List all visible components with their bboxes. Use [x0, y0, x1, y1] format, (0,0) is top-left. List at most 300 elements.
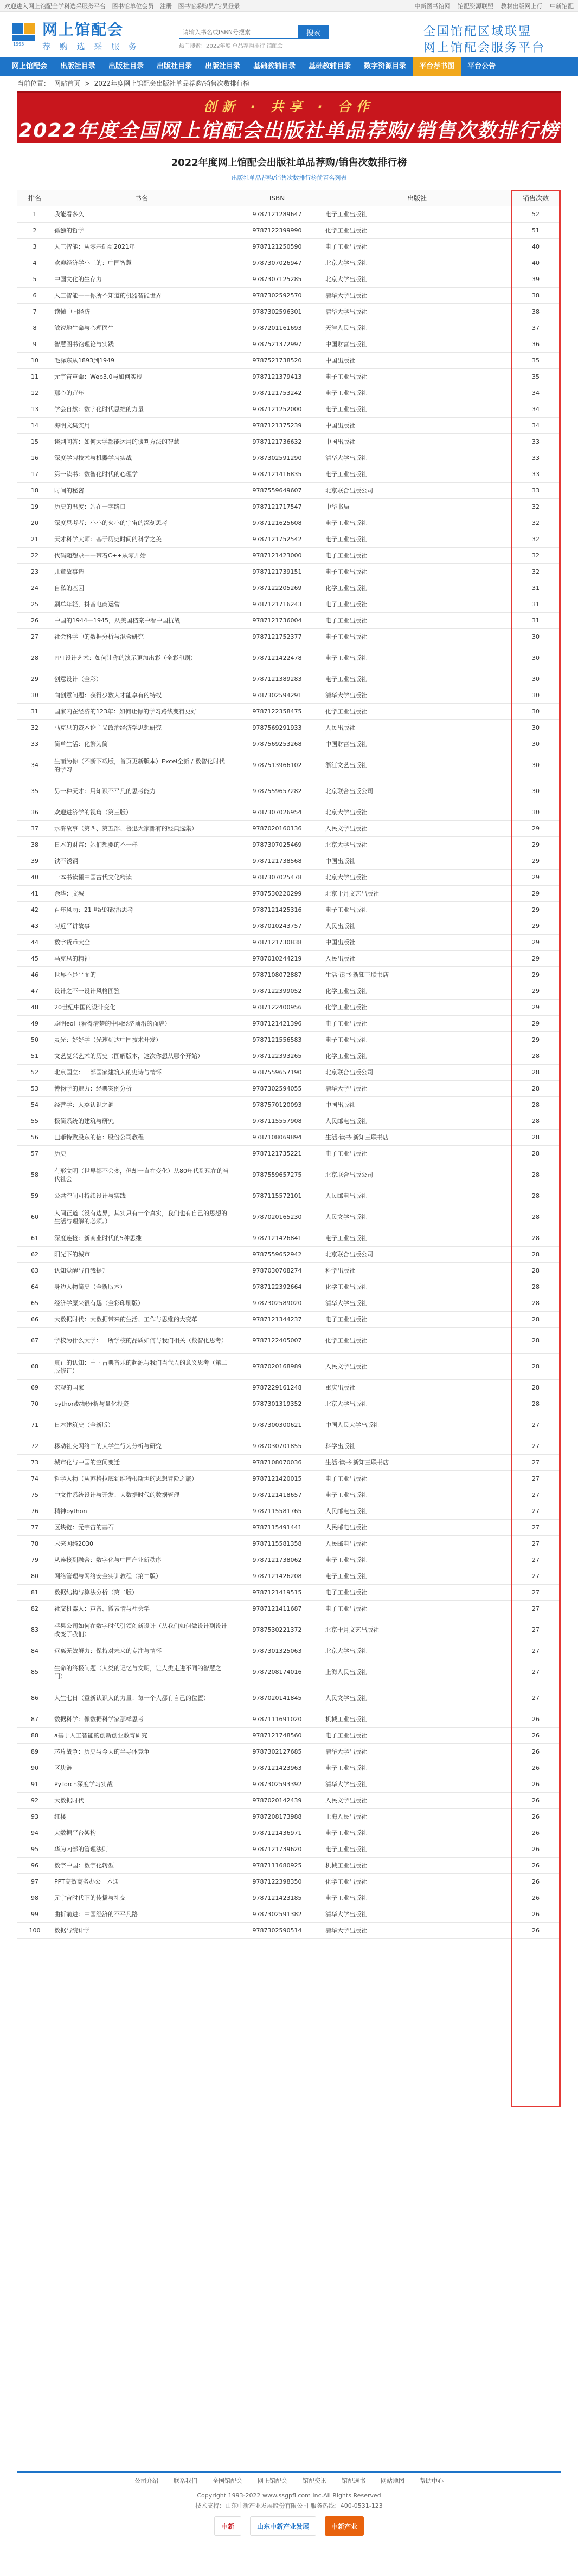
book-title-cell[interactable]: 区块链	[52, 1760, 231, 1776]
isbn-cell: 9787121411687	[231, 1601, 323, 1617]
table-row	[17, 1825, 561, 1841]
table-row	[17, 1503, 561, 1520]
book-title-cell[interactable]: 经营学：人类认识之谜	[52, 1097, 231, 1113]
isbn-cell: 9787559652942	[231, 1247, 323, 1263]
footer-badges	[0, 2516, 578, 2536]
table-row	[17, 720, 561, 736]
isbn-cell: 9787121379413	[231, 369, 323, 385]
book-title-cell[interactable]: 精神python	[52, 1503, 231, 1520]
book-title-cell[interactable]: 敏锐地生命与心理医生	[52, 320, 231, 336]
rank-cell: 29	[17, 671, 52, 687]
publisher-cell: 电子工业出版社	[323, 671, 511, 687]
top-link[interactable]: 中新馆配	[550, 2, 574, 10]
table-row	[17, 1728, 561, 1744]
book-title-cell[interactable]: 马克思的资本论主义政治经济学思想研究	[52, 720, 231, 736]
book-title-cell[interactable]: 元宇宙时代下的传播与社交	[52, 1890, 231, 1906]
isbn-cell: 9787108070036	[231, 1455, 323, 1471]
publisher-cell: 电子工业出版社	[323, 1585, 511, 1601]
isbn-cell: 9787302594055	[231, 1081, 323, 1097]
breadcrumb-home-link[interactable]: 网站首页	[54, 80, 80, 87]
publisher-cell: 清华大学出版社	[323, 288, 511, 304]
book-title-cell[interactable]: 中国文化的生存力	[52, 271, 231, 288]
sales-count-cell: 27	[511, 1487, 561, 1503]
footer-link[interactable]: 帮助中心	[420, 2477, 444, 2484]
sales-count-cell: 26	[511, 1793, 561, 1809]
book-title-cell[interactable]: 另一种天才：用知识不平凡的思考能力	[52, 778, 231, 804]
book-title-cell[interactable]: 身边人物简史（全新版本）	[52, 1279, 231, 1295]
copyright-text: Copyright 1993-2022 www.ssgpfl.com Inc.All Rights Reserved	[197, 2492, 381, 2499]
publisher-cell: 电子工业出版社	[323, 1471, 511, 1487]
book-title-cell[interactable]: 城市化与中国的空间变迁	[52, 1455, 231, 1471]
rank-cell: 27	[17, 629, 52, 645]
book-title-cell[interactable]: 深度学习技术与机器学习实战	[52, 450, 231, 466]
book-title-cell[interactable]: 从连接到融合：数字化与中国产业新秩序	[52, 1552, 231, 1568]
table-row	[17, 1890, 561, 1906]
publisher-cell: 电子工业出版社	[323, 629, 511, 645]
table-row	[17, 336, 561, 353]
nav-item-active[interactable]: 平台荐书图	[413, 57, 461, 76]
footer-link[interactable]: 网站地图	[381, 2477, 404, 2484]
book-title-cell[interactable]: PPT高效商务办公一本通	[52, 1874, 231, 1890]
table-row	[17, 1585, 561, 1601]
book-title-cell[interactable]: 毛泽东从1893到1949	[52, 353, 231, 369]
sales-count-cell: 26	[511, 1776, 561, 1793]
search-button[interactable]: 搜索	[298, 25, 329, 39]
staff-login-link[interactable]: 图书馆采购员/馆员登录	[178, 2, 240, 10]
book-title-cell[interactable]: 公共空间可持续设计与实践	[52, 1188, 231, 1204]
book-title-cell[interactable]: 历史的温度：站在十字路口	[52, 499, 231, 515]
publisher-cell: 重庆出版社	[323, 1380, 511, 1396]
publisher-cell: 电子工业出版社	[323, 385, 511, 401]
book-title-cell[interactable]: 日本的财富：她们想要的不一样	[52, 837, 231, 853]
sales-count-cell: 27	[511, 1455, 561, 1471]
book-title-cell[interactable]: 我能看多久	[52, 206, 231, 223]
sales-count-cell: 40	[511, 255, 561, 271]
book-title-cell[interactable]: 数据科学：像数据科学家那样思考	[52, 1711, 231, 1728]
book-title-cell[interactable]: 华为内部的管理法则	[52, 1841, 231, 1858]
col-header-publisher: 出版社	[323, 190, 511, 206]
book-title-cell[interactable]: 生命的终极问题（人类的记忆与文明，让人类走进不同的智慧之门）	[52, 1659, 231, 1685]
sales-count-cell: 27	[511, 1412, 561, 1438]
publisher-cell: 人民邮电出版社	[323, 1520, 511, 1536]
sales-count-cell: 27	[511, 1552, 561, 1568]
book-title-cell[interactable]: 天才科学大师：基于历史时间的科学之美	[52, 531, 231, 548]
rank-cell: 19	[17, 499, 52, 515]
publisher-cell: 化学工业出版社	[323, 704, 511, 720]
book-title-cell[interactable]: 区块链：元宇宙的基石	[52, 1520, 231, 1536]
nav-item[interactable]: 基础教辅目录	[309, 62, 351, 70]
rank-cell: 20	[17, 515, 52, 531]
book-title-cell[interactable]: 大数据时代	[52, 1793, 231, 1809]
book-title-cell[interactable]: 孤独的哲学	[52, 223, 231, 239]
book-title-cell[interactable]: 未来网络2030	[52, 1536, 231, 1552]
book-title-cell[interactable]: 欢迎进济学的视角（第三版）	[52, 804, 231, 821]
isbn-cell: 9787201161693	[231, 320, 323, 336]
publisher-cell: 人民文学出版社	[323, 1685, 511, 1711]
isbn-cell: 9787121736632	[231, 434, 323, 450]
rank-cell: 32	[17, 720, 52, 736]
book-title-cell[interactable]: a基于人工智能的创新创业教育研究	[52, 1728, 231, 1744]
book-title-cell[interactable]: 有形文明（世界都不会变，但却一直在变化）从80年代到现在的当代社会	[52, 1162, 231, 1188]
isbn-cell: 9787115557908	[231, 1113, 323, 1130]
book-title-cell[interactable]: 刷单年轻，抖音电商运营	[52, 596, 231, 613]
book-title-cell[interactable]: 数字中国：数字化转型	[52, 1858, 231, 1874]
rank-cell: 51	[17, 1048, 52, 1065]
sales-count-cell: 27	[511, 1520, 561, 1536]
publisher-cell: 北京联合出版公司	[323, 1065, 511, 1081]
isbn-cell: 9787010244219	[231, 951, 323, 967]
book-title-cell[interactable]: 欢迎经济学小工的：中国智慧	[52, 255, 231, 271]
main-nav	[0, 57, 578, 76]
rank-cell: 3	[17, 239, 52, 255]
book-title-cell[interactable]: 文艺复兴艺术的历史（图解版本，这次你想从哪个开始）	[52, 1048, 231, 1065]
ranking-table-body	[17, 206, 561, 1939]
publisher-cell: 生活·读书·新知三联书店	[323, 1130, 511, 1146]
book-title-cell[interactable]: 20世纪中国的设计变化	[52, 1000, 231, 1016]
isbn-cell: 9787122398350	[231, 1874, 323, 1890]
footer-link[interactable]: 网上馆配会	[258, 2477, 287, 2484]
isbn-cell: 9787121625608	[231, 515, 323, 531]
isbn-cell: 9787122399990	[231, 223, 323, 239]
book-title-cell[interactable]: 经济学原来很有趣（全彩印刷版）	[52, 1295, 231, 1312]
book-title-cell[interactable]: 深度连接：新商业时代的5种思维	[52, 1230, 231, 1247]
book-title-cell[interactable]: 数据与统计学	[52, 1923, 231, 1939]
book-title-cell[interactable]: 远离无效努力：保持对未来的专注与情怀	[52, 1643, 231, 1659]
sales-count-cell: 28	[511, 1312, 561, 1328]
sales-count-cell: 29	[511, 902, 561, 918]
top-link[interactable]: 教材出版网上行	[500, 2, 543, 10]
sales-count-cell: 29	[511, 1032, 561, 1048]
book-title-cell[interactable]: python数据分析与量化投资	[52, 1396, 231, 1412]
book-title-cell[interactable]: 苹果公司如何在数字时代引领创新设计（从我们如何做设计到设计改变了我们）	[52, 1617, 231, 1643]
book-title-cell[interactable]: 简单生活：化繁为简	[52, 736, 231, 752]
book-title-cell[interactable]: 日本建筑史（全新版）	[52, 1412, 231, 1438]
book-title-cell[interactable]: 人生七日（重新认识人的力量：每一个人都有自己的位置）	[52, 1685, 231, 1711]
publisher-cell: 科学出版社	[323, 1263, 511, 1279]
sales-count-cell: 29	[511, 886, 561, 902]
publisher-cell: 北京联合出版公司	[323, 778, 511, 804]
table-row	[17, 1601, 561, 1617]
book-title-cell[interactable]: 时间的秘密	[52, 483, 231, 499]
rank-cell: 36	[17, 804, 52, 821]
book-title-cell[interactable]: 中国的1944—1945，从美国档案中看中国抗战	[52, 613, 231, 629]
rank-cell: 50	[17, 1032, 52, 1048]
rank-cell: 96	[17, 1858, 52, 1874]
publisher-cell: 清华大学出版社	[323, 1776, 511, 1793]
book-title-cell[interactable]: 哲学人物（从苏格拉底到维特根斯坦的思想冒险之旅）	[52, 1471, 231, 1487]
book-title-cell[interactable]: 海明文集实用	[52, 418, 231, 434]
footer-badge[interactable]: 中新	[214, 2516, 241, 2536]
rank-cell: 46	[17, 967, 52, 983]
book-title-cell[interactable]: 百年风雨：21世纪的政治思考	[52, 902, 231, 918]
book-title-cell[interactable]: 学校为什么大学：一所学校的品质如何与我们相关（数智化思考）	[52, 1328, 231, 1354]
sales-count-cell: 28	[511, 1295, 561, 1312]
rank-cell: 66	[17, 1312, 52, 1328]
publisher-cell: 北京大学出版社	[323, 271, 511, 288]
table-row	[17, 613, 561, 629]
nav-item[interactable]: 出版社目录	[60, 62, 96, 70]
publisher-cell: 中国出版社	[323, 353, 511, 369]
rank-cell: 89	[17, 1744, 52, 1760]
sales-count-cell: 31	[511, 596, 561, 613]
publisher-cell: 中国财富出版社	[323, 736, 511, 752]
book-title-cell[interactable]: 人工智能——你所不知道的机器智能世界	[52, 288, 231, 304]
search-input[interactable]	[179, 25, 298, 39]
publisher-cell: 天津人民出版社	[323, 320, 511, 336]
isbn-cell: 9787307026954	[231, 804, 323, 821]
table-row	[17, 1263, 561, 1279]
publisher-cell: 电子工业出版社	[323, 645, 511, 671]
book-title-cell[interactable]: 代码随想录——带着C++从零开始	[52, 548, 231, 564]
publisher-cell: 电子工业出版社	[323, 369, 511, 385]
book-title-cell[interactable]: 水浒故事（第四、第五部、鲁迅大家都有的经典选集）	[52, 821, 231, 837]
sales-count-cell: 28	[511, 1146, 561, 1162]
publisher-cell: 北京大学出版社	[323, 1643, 511, 1659]
book-title-cell[interactable]: 余华：文城	[52, 886, 231, 902]
publisher-cell: 上海人民出版社	[323, 1659, 511, 1685]
footer-link[interactable]: 馆配资讯	[303, 2477, 326, 2484]
book-title-cell[interactable]: 儿童故事选	[52, 564, 231, 580]
book-title-cell[interactable]: 极简系统的建筑与研究	[52, 1113, 231, 1130]
isbn-cell: 9787302592570	[231, 288, 323, 304]
col-header-isbn: ISBN	[231, 190, 323, 206]
book-title-cell[interactable]: 历史	[52, 1146, 231, 1162]
rank-cell: 86	[17, 1685, 52, 1711]
book-title-cell[interactable]: 数字货币大全	[52, 935, 231, 951]
table-row	[17, 1204, 561, 1230]
isbn-cell: 9787111691020	[231, 1711, 323, 1728]
isbn-cell: 9787122392664	[231, 1279, 323, 1295]
book-title-cell[interactable]: 移动社交网络中的大学生行为分析与研究	[52, 1438, 231, 1455]
book-title-cell[interactable]: 曲折前进：中国经济的不平凡路	[52, 1906, 231, 1923]
sales-count-cell: 27	[511, 1438, 561, 1455]
isbn-cell: 9787108072887	[231, 967, 323, 983]
book-title-cell[interactable]: 自私的基因	[52, 580, 231, 596]
publisher-cell: 清华大学出版社	[323, 1744, 511, 1760]
publisher-cell: 生活·读书·新知三联书店	[323, 1455, 511, 1471]
book-title-cell[interactable]: 大数据平台架构	[52, 1825, 231, 1841]
book-title-cell[interactable]: 那心的荒年	[52, 385, 231, 401]
table-row	[17, 1354, 561, 1380]
book-title-cell[interactable]: PyTorch深度学习实战	[52, 1776, 231, 1793]
book-title-cell[interactable]: 设计之不一设计风格图鉴	[52, 983, 231, 1000]
rank-cell: 37	[17, 821, 52, 837]
footer-link[interactable]: 全国馆配会	[213, 2477, 242, 2484]
footer-link[interactable]: 公司介绍	[134, 2477, 158, 2484]
table-row	[17, 320, 561, 336]
slogan-line-1: 全国馆配区域联盟	[423, 25, 532, 38]
table-row	[17, 385, 561, 401]
table-row	[17, 837, 561, 853]
footer-badge[interactable]: 山东中新产业发展	[250, 2516, 316, 2536]
rank-cell: 49	[17, 1016, 52, 1032]
isbn-cell: 9787115491441	[231, 1520, 323, 1536]
book-title-cell[interactable]: 宏观的国家	[52, 1380, 231, 1396]
book-title-cell[interactable]: 社会科学中的数据分析与混合研究	[52, 629, 231, 645]
book-title-cell[interactable]: 社交机器人：声音、微表情与社会学	[52, 1601, 231, 1617]
table-row	[17, 1809, 561, 1825]
isbn-cell: 9787020141845	[231, 1685, 323, 1711]
nav-item[interactable]: 数字资源目录	[364, 62, 407, 70]
isbn-cell: 9787569253268	[231, 736, 323, 752]
nav-item[interactable]: 出版社目录	[108, 62, 144, 70]
isbn-cell: 9787121423000	[231, 548, 323, 564]
book-title-cell[interactable]: 巴菲特致股东的信：股份公司教程	[52, 1130, 231, 1146]
book-title-cell[interactable]: 谈判问答：如何大学都能运用的谈判方法的智慧	[52, 434, 231, 450]
book-title-cell[interactable]: 创意设计（全彩）	[52, 671, 231, 687]
book-title-cell[interactable]: 红楼	[52, 1809, 231, 1825]
book-title-cell[interactable]: 北京国立：一部国家建筑人的史诗与情怀	[52, 1065, 231, 1081]
rank-cell: 30	[17, 687, 52, 704]
publisher-cell: 电子工业出版社	[323, 902, 511, 918]
member-login-link[interactable]: 图书馆单位会员	[112, 2, 154, 10]
isbn-cell: 9787121426841	[231, 1230, 323, 1247]
col-header-title: 书名	[52, 190, 231, 206]
rank-cell: 79	[17, 1552, 52, 1568]
publisher-cell: 电子工业出版社	[323, 1841, 511, 1858]
book-title-cell[interactable]: 元宇宙革命：Web3.0与如何实现	[52, 369, 231, 385]
table-row	[17, 1312, 561, 1328]
book-title-cell[interactable]: 大数据时代：大数据带来的生活、工作与思维的大变革	[52, 1312, 231, 1328]
book-title-cell[interactable]: 国家内在经济的123年：如何让你的学习路线变得更好	[52, 704, 231, 720]
publisher-cell: 电子工业出版社	[323, 564, 511, 580]
nav-item[interactable]: 基础教辅目录	[253, 62, 296, 70]
rank-cell: 4	[17, 255, 52, 271]
rank-cell: 41	[17, 886, 52, 902]
sales-count-cell: 39	[511, 271, 561, 288]
sales-count-cell: 35	[511, 353, 561, 369]
isbn-cell: 9787121421396	[231, 1016, 323, 1032]
table-row	[17, 1048, 561, 1065]
book-title-cell[interactable]: 第一读书：数智化时代的心理学	[52, 466, 231, 483]
table-row	[17, 629, 561, 645]
book-title-cell[interactable]: 博物学的魅力：经典案例分析	[52, 1081, 231, 1097]
book-title-cell[interactable]: 一本书读懂中国古代文化精读	[52, 870, 231, 886]
table-row	[17, 515, 561, 531]
sales-count-cell: 28	[511, 1130, 561, 1146]
table-row	[17, 671, 561, 687]
rank-cell: 61	[17, 1230, 52, 1247]
top-link[interactable]: 馆配资源联盟	[458, 2, 493, 10]
isbn-cell: 9787121250590	[231, 239, 323, 255]
sales-count-cell: 30	[511, 629, 561, 645]
book-title-cell[interactable]: 人工智能：从零基础到2021年	[52, 239, 231, 255]
book-title-cell[interactable]: 灵光：好好学（光速到达中国技术开发）	[52, 1032, 231, 1048]
sales-count-cell: 28	[511, 1188, 561, 1204]
breadcrumb	[0, 76, 578, 91]
sales-count-cell: 52	[511, 206, 561, 223]
publisher-cell: 化学工业出版社	[323, 580, 511, 596]
book-title-cell[interactable]: 马克思的精神	[52, 951, 231, 967]
rank-cell: 73	[17, 1455, 52, 1471]
book-title-cell[interactable]: 阳光下的城市	[52, 1247, 231, 1263]
sales-count-cell: 34	[511, 385, 561, 401]
book-title-cell[interactable]: 读懂中国经济	[52, 304, 231, 320]
isbn-cell: 9787302127685	[231, 1744, 323, 1760]
rank-cell: 45	[17, 951, 52, 967]
nav-item[interactable]: 网上馆配会	[12, 62, 48, 70]
book-title-cell[interactable]: 网络管理与网络安全实训教程（第二版）	[52, 1568, 231, 1585]
logo-subtitle: 荐 购 选 采 服 务	[42, 41, 140, 51]
sales-count-cell: 32	[511, 548, 561, 564]
sales-count-cell: 29	[511, 935, 561, 951]
publisher-cell: 电子工业出版社	[323, 1230, 511, 1247]
nav-item[interactable]: 出版社目录	[205, 62, 241, 70]
isbn-cell: 9787121738062	[231, 1552, 323, 1568]
rank-cell: 52	[17, 1065, 52, 1081]
book-title-cell[interactable]: 认知觉醒与自我提升	[52, 1263, 231, 1279]
sales-count-cell: 30	[511, 804, 561, 821]
sales-count-cell: 26	[511, 1744, 561, 1760]
rank-cell: 7	[17, 304, 52, 320]
book-title-cell[interactable]: 真正的认知：中国古典音乐的起源与我们当代人的意义思考（第二版修订）	[52, 1354, 231, 1380]
book-title-cell[interactable]: 铁不锈钢	[52, 853, 231, 870]
book-title-cell[interactable]: 人间正道（没有边界，其实只有一个真实，我们也有自己的思想的生活与理解的必须。）	[52, 1204, 231, 1230]
sales-count-cell: 26	[511, 1728, 561, 1744]
book-title-cell[interactable]: 芯片战争：历史与今天的半导体竞争	[52, 1744, 231, 1760]
top-link[interactable]: 中新图书馆网	[414, 2, 451, 10]
book-title-cell[interactable]: 向创意问题：获得少数人才能享有的特权	[52, 687, 231, 704]
publisher-cell: 电子工业出版社	[323, 515, 511, 531]
book-title-cell[interactable]: PPT设计艺术：如何让你的演示更加出彩（全彩印刷）	[52, 645, 231, 671]
breadcrumb-current: 2022年度网上馆配会出版社单品荐购/销售次数排行榜	[94, 80, 250, 87]
register-link[interactable]: 注册	[160, 2, 172, 10]
rank-cell: 59	[17, 1188, 52, 1204]
isbn-cell: 9787300300621	[231, 1412, 323, 1438]
book-title-cell[interactable]: 智慧图书馆理论与实践	[52, 336, 231, 353]
site-logo[interactable]	[12, 18, 140, 52]
table-row	[17, 596, 561, 613]
book-title-cell[interactable]: 深度思考者：小小的火小的宇宙的深刻思考	[52, 515, 231, 531]
sales-count-cell: 26	[511, 1874, 561, 1890]
isbn-cell: 9787569291933	[231, 720, 323, 736]
rank-cell: 34	[17, 752, 52, 778]
book-title-cell[interactable]: 生而为你（不断下载版，首页更新版本）Excel全新 / 数智化时代的学习	[52, 752, 231, 778]
footer-badge[interactable]: 中新产业	[325, 2516, 364, 2536]
book-title-cell[interactable]: 学会自然：数字化时代思维的力量	[52, 401, 231, 418]
table-row	[17, 304, 561, 320]
footer-link[interactable]: 馆配选书	[342, 2477, 365, 2484]
publisher-cell: 化学工业出版社	[323, 1048, 511, 1065]
nav-item[interactable]: 平台公告	[467, 62, 496, 70]
sales-count-cell: 28	[511, 1162, 561, 1188]
isbn-cell: 9787115572101	[231, 1188, 323, 1204]
rank-cell: 38	[17, 837, 52, 853]
rank-cell: 26	[17, 613, 52, 629]
nav-item[interactable]: 出版社目录	[157, 62, 192, 70]
footer-link[interactable]: 联系我们	[174, 2477, 197, 2484]
isbn-cell: 9787559657282	[231, 778, 323, 804]
rank-cell: 83	[17, 1617, 52, 1643]
slogan-line-2: 网上馆配会服务平台	[423, 41, 545, 55]
isbn-cell: 9787121735221	[231, 1146, 323, 1162]
rank-cell: 54	[17, 1097, 52, 1113]
table-row	[17, 1536, 561, 1552]
book-title-cell[interactable]: 习近平讲故事	[52, 918, 231, 935]
book-title-cell[interactable]: 中文件系统设计与开发：大数据时代的数据管理	[52, 1487, 231, 1503]
table-row	[17, 255, 561, 271]
sales-count-cell: 26	[511, 1923, 561, 1939]
book-title-cell[interactable]: 数据结构与算法分析（第二版）	[52, 1585, 231, 1601]
book-title-cell[interactable]: 聪明eol（看得清楚的中国经济前沿的面貌）	[52, 1016, 231, 1032]
isbn-cell: 9787115581358	[231, 1536, 323, 1552]
rank-cell: 6	[17, 288, 52, 304]
book-title-cell[interactable]: 世界不是平面的	[52, 967, 231, 983]
table-row	[17, 853, 561, 870]
sales-count-cell: 28	[511, 1328, 561, 1354]
rank-cell: 2	[17, 223, 52, 239]
sales-count-cell: 37	[511, 320, 561, 336]
